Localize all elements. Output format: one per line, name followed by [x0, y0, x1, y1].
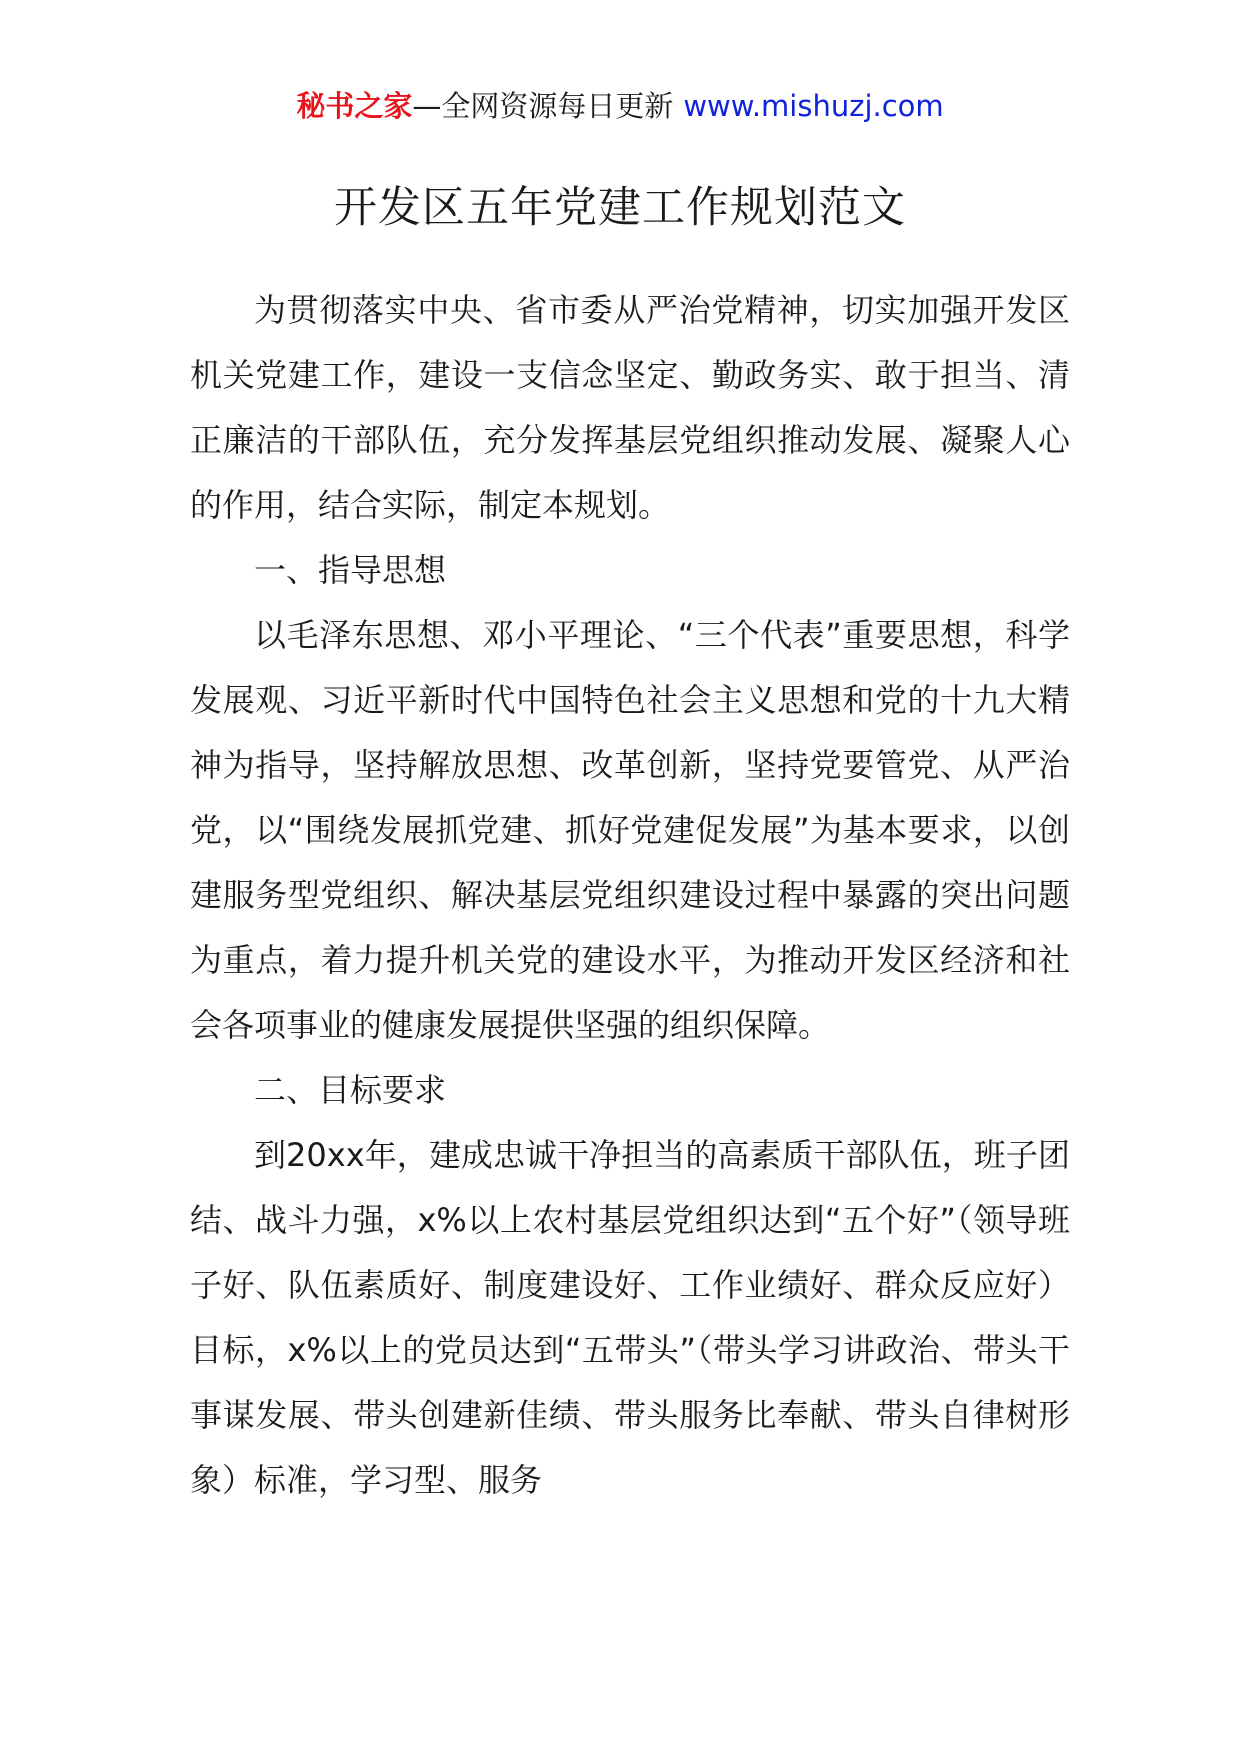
goals-paragraph: 到20xx年，建成忠诚干净担当的高素质干部队伍，班子团结、战斗力强，x%以上农村基层党组织达到“五个好”（领导班子好、队伍素质好、制度建设好、工作业绩好、群众反应好）目标，x%以上的党员达到“五带头”（带头学习讲政治、带头干事谋发展、带头创建新佳绩、带头服务比奉献、带头自律树形象）标准，学习型、服务	[190, 1136, 1070, 1499]
brand-name: 秘书之家	[296, 89, 413, 123]
header-tagline: —全网资源每日更新	[412, 89, 674, 123]
intro-paragraph: 为贯彻落实中央、省市委从严治党精神，切实加强开发区机关党建工作，建设一支信念坚定、勤政务实、敢于担当、清正廉洁的干部队伍，充分发挥基层党组织推动发展、凝聚人心的作用，结合实际，制定本规划。	[190, 291, 1070, 524]
document-title: 开发区五年党建工作规划范文	[334, 183, 906, 233]
section-heading-goals: 二、目标要求	[254, 1071, 447, 1109]
document-body	[190, 278, 1070, 1513]
section-heading-guiding-ideology: 一、指导思想	[254, 551, 447, 589]
guiding-ideology-paragraph: 以毛泽东思想、邓小平理论、“三个代表”重要思想，科学发展观、习近平新时代中国特色社会主义思想和党的十九大精神为指导，坚持解放思想、改革创新，坚持党要管党、从严治党，以“围绕发展抓党建、抓好党建促发展”为基本要求，以创建服务型党组织、解决基层党组织建设过程中暴露的突出问题为重点，着力提升机关党的建设水平，为推动开发区经济和社会各项事业的健康发展提供坚强的组织保障。	[190, 616, 1070, 1044]
site-header	[0, 86, 1240, 126]
site-url-link[interactable]: www.mishuzj.com	[683, 89, 944, 123]
